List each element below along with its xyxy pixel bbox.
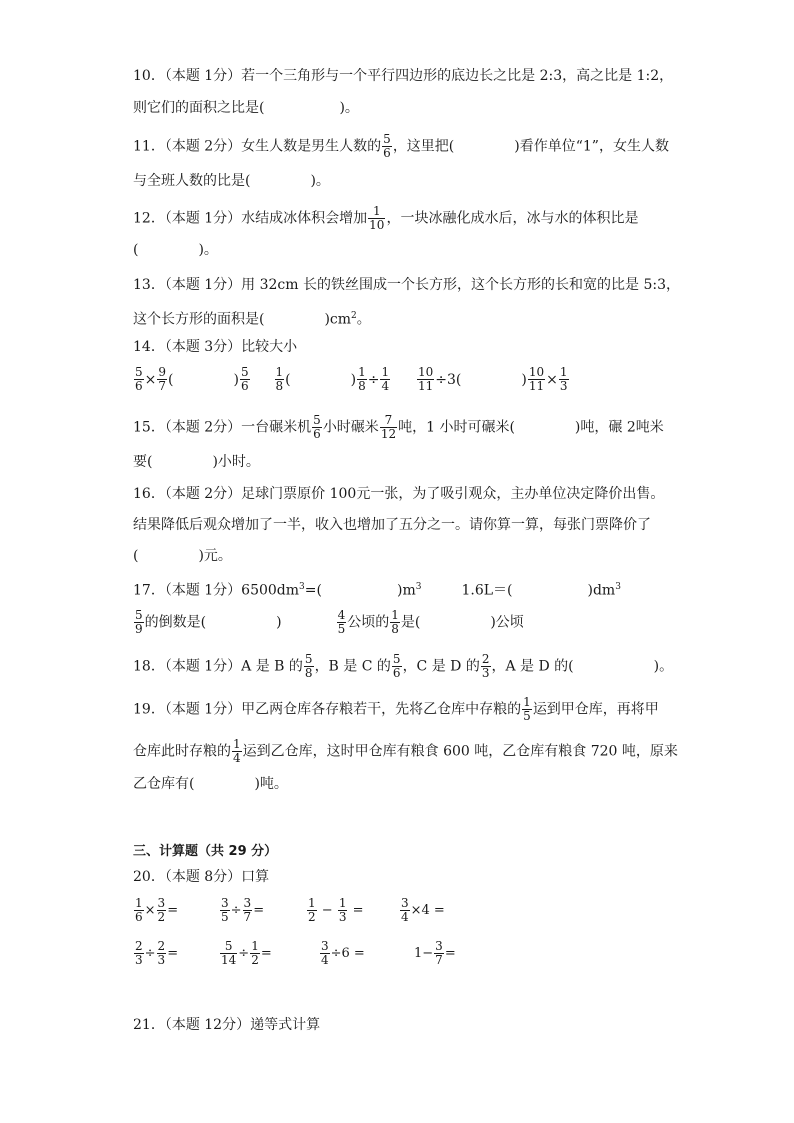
mental-math-item: $\frac{1}{2}$ − $\frac{1}{3}$ = (308, 896, 364, 924)
mental-math-item: $\frac{2}{3}$ ÷ $\frac{2}{3}$ = (135, 939, 179, 967)
question-19-line2: 仓库此时存粮的 $\frac{1}{4}$ 运到乙仓库，这时甲仓库有粮食 600 吨，乙仓库有粮食 720 吨，原来 (133, 737, 678, 765)
mental-math-item: 1− $\frac{3}{7}$ = (414, 939, 456, 967)
question-11-line1: 11．（本题 2分）女生人数是男生人数的 $\frac{5}{6}$ ，这里把( )看作单位“1”，女生人数 (133, 132, 669, 160)
question-14-title: 14．（本题 3分）比较大小 (133, 339, 298, 355)
mental-math-item: $\frac{1}{6}$ × $\frac{3}{2}$ = (135, 896, 179, 924)
comparison-item: $\frac{1}{8}$ ( ) $\frac{1}{8}$ ÷ $\frac{1}{4}$ (275, 365, 390, 393)
mental-math-item: $\frac{5}{14}$ ÷ $\frac{1}{2}$ = (221, 939, 272, 967)
section-heading: 三、计算题（共 29 分） (133, 844, 278, 859)
fraction: $\frac{1}{10}$ (369, 204, 385, 232)
mental-math-item: $\frac{3}{5}$ ÷ $\frac{3}{7}$ = (221, 896, 265, 924)
question-17-line2: $\frac{5}{9}$ 的倒数是( ) $\frac{4}{5}$ 公顷的 $\frac{1}{8}$ 是( )公顷 (135, 608, 524, 636)
mental-math-item: $\frac{3}{4}$ ÷6 = (321, 939, 365, 967)
question-15-line2: 要( )小时。 (133, 454, 260, 470)
question-15-line1: 15．（本题 2分）一台碾米机 $\frac{5}{6}$ 小时碾米 $\frac{7}{12}$ 吨，1 小时可碾米( )吨，碾 2吨米 (133, 413, 664, 441)
question-14-comparisons (133, 366, 570, 393)
question-20-title: 20．（本题 8分）口算 (133, 869, 270, 885)
question-11-line2: 与全班人数的比是( )。 (133, 173, 330, 189)
question-16-line1: 16．（本题 2分）足球门票原价 100元一张，为了吸引观众，主办单位决定降价出售。 (133, 486, 665, 502)
question-19-line3: 乙仓库有( )吨。 (133, 776, 288, 792)
question-10-line2: 则它们的面积之比是( )。 (133, 100, 359, 116)
question-12-line1: 12．（本题 1分）水结成冰体积会增加 $\frac{1}{10}$ ，一块冰融化成水后，冰与水的体积比是 (133, 204, 639, 232)
question-18-line1: 18．（本题 1分）A 是 B 的 $\frac{5}{8}$ ，B 是 C 的 $\frac{5}{6}$ ，C 是 D 的 $\frac{2}{3}$ ，A 是 D 的( )。 (133, 652, 674, 680)
question-21-title: 21．（本题 12分）递等式计算 (133, 1017, 321, 1033)
question-16-line2: 结果降低后观众增加了一半，收入也增加了五分之一。请你算一算，每张门票降价了 (133, 517, 651, 533)
fraction: $\frac{5}{6}$ (383, 132, 391, 160)
comparison-item: $\frac{5}{6}$ × $\frac{9}{7}$ ( ) $\frac{5}{6}$ (135, 365, 249, 393)
question-10-line1: 10．（本题 1分）若一个三角形与一个平行四边形的底边长之比是 2:3，高之比是 1:2， (133, 68, 674, 84)
question-16-line3: ( )元。 (133, 548, 232, 564)
question-13-line1: 13．（本题 1分）用 32cm 长的铁丝围成一个长方形，这个长方形的长和宽的比是 5:3， (133, 277, 680, 293)
question-13-line2: 这个长方形的面积是( )$cm^2$。 (133, 311, 371, 328)
question-19-line1: 19．（本题 1分）甲乙两仓库各存粮若干，先将乙仓库中存粮的 $\frac{1}{5}$ 运到甲仓库，再将甲 (133, 695, 659, 723)
comparison-item: $\frac{10}{11}$ ÷3( ) $\frac{10}{11}$ × $\frac{1}{3}$ (418, 365, 568, 393)
mental-math-item: $\frac{3}{4}$ ×4 = (401, 896, 445, 924)
question-17-line1: 17．（本题 1分）$6500dm^3=$( )$m^3$ 1.6L＝( )$dm^3$ (133, 582, 621, 599)
question-12-line2: ( )。 (133, 242, 218, 258)
